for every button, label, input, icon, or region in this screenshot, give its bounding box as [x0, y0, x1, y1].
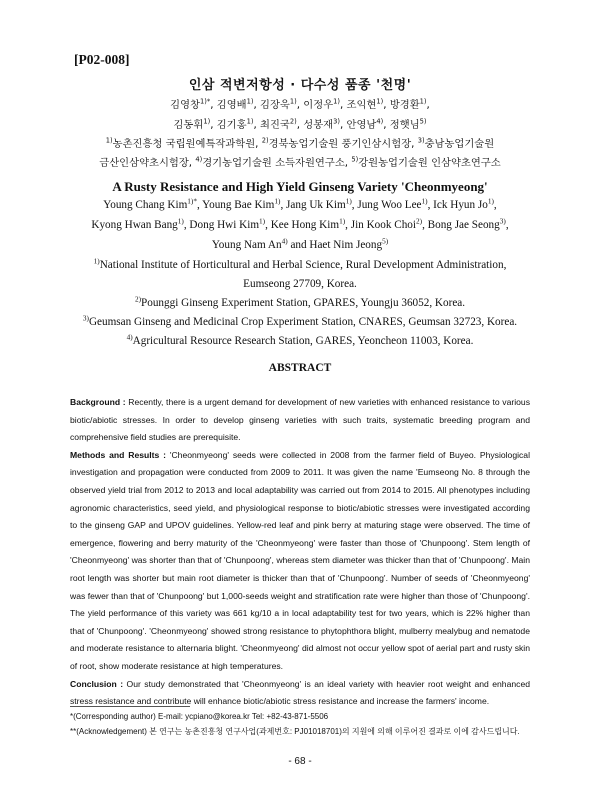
korean-affiliation-line-1: $^{1)}$농촌진흥청 국립원예특작과학원, $^{2)}$경북농업기술원 풍기인삼시험장, $^{3)}$충남농업기술원	[105, 136, 495, 150]
conclusion-label: Conclusion :	[70, 678, 124, 689]
background-label: Background :	[70, 397, 126, 407]
footnote-corresponding: *(Corresponding author) E-mail: ycpiano@korea.kr Tel: +82-43-871-5506	[70, 712, 329, 721]
english-authors-line-3: Young Nam An$^{4)}$ and Haet Nim Jeong$^{5)}$	[211, 237, 389, 251]
korean-authors-line-2: 김동휘$^{1)}$, 김기홍$^{1)}$, 최진국$^{2)}$, 성봉재$^{3)}$, 안영남$^{4)}$, 정햇님$^{5)}$	[173, 117, 427, 131]
english-authors-line-1: Young Chang Kim$^{1)*}$, Young Bae Kim$^{1)}$, Jang Uk Kim$^{1)}$, Jung Woo Lee$^{1)}$, Ick Hyun Jo$^{1)}$,	[103, 197, 497, 211]
abstract-body	[70, 394, 530, 711]
footnote-divider	[70, 706, 190, 707]
english-authors-line-2: Kyong Hwan Bang$^{1)}$, Dong Hwi Kim$^{1)}$, Kee Hong Kim$^{1)}$, Jin Kook Choi$^{2)}$, Bong Jae Seong$^{3)}$,	[91, 217, 509, 231]
korean-title: 인삼 적변저항성 · 다수성 품종 '천명'	[188, 78, 412, 93]
methods-label: Methods and Results :	[70, 449, 166, 460]
methods-text: 'Cheonmyeong' seeds were collected in 2008 from the farmer field of Buyeo. Physiological investigation and propagation were conducted from 2009 to 2011. It was given the name 'Eumseong No. 8 through the observed yield trial from 2012 to 2013 and local adaptability was carried out from 2014 to 2015. All phenotypes including agronomic characteristics, seed yield, and physiological response to biotic/abiotic stresses were investigated according to the ginseng GAP and UPOV guidelines. Yellow-red leaf and pink berry at maturing stage were observed. The time of emergence, flowering and berry maturity of the 'Cheonmyeong' were faster than those of 'Chunpoong'. Stem length of 'Cheonmyeong' was shorter than that of 'Chunpoong', whereas stem diameter was thicker than that of 'Chunpoong'. Main root length was shorter but main root diameter is thicker than that of 'Chunpoong'. Number of seeds of 'Cheonmyeong' was fewer than that of 'Chunpoong' but 1,000-seeds weight and stratification rate were higher than those of 'Chunpoong'. The yield performance of this variety was 661 kg/10 a in local adaptability test for two years, which is 22% higher than that of 'Chunpoong'. 'Cheonmyeong' showed strong resistance to phytophthora blight, mulberry mealybug and nematode and moderate resistance to alternaria blight. 'Cheonmyeong' did almost not occur yellow spot of aerial part and rusty skin of root, show moderate resistance at high temperatures.	[70, 449, 530, 671]
english-affiliation-line-5: $^{4)}$Agricultural Resource Research Station, GARES, Yeoncheon 11003, Korea.	[126, 333, 474, 347]
background-text: Recently, there is a urgent demand for development of new varieties with enhanced resistance to various biotic/abiotic stresses. In order to develop ginseng varieties with such traits, systematic breeding program and comprehensive field studies are prerequisite.	[70, 397, 530, 443]
english-affiliation-line-3: $^{2)}$Pounggi Ginseng Experiment Station, GPARES, Youngju 36052, Korea.	[134, 295, 466, 309]
footnote-acknowledgement: **(Acknowledgement) 본 연구는 농촌진흥청 연구사업(과제번호: PJ01018701)의 지원에 의해 이루어진 결과로 이에 감사드립니다.	[70, 727, 520, 736]
page-number: - 68 -	[288, 756, 312, 767]
conclusion-text: Our study demonstrated that 'Cheonmyeong' is an ideal variety with heavier root weight and enhanced stress resistance and contribute will enhance biotic/abiotic stress resistance and increase the farmers' income.	[70, 678, 530, 707]
english-affiliation-line-1: $^{1)}$National Institute of Horticultural and Herbal Science, Rural Development Administration,	[93, 257, 507, 271]
english-affiliation-line-2: Eumseong 27709, Korea.	[243, 278, 357, 290]
korean-affiliation-line-2: 금산인삼약초시험장, $^{4)}$경기농업기술원 소득자원연구소, $^{5)}$강원농업기술원 인삼약초연구소	[99, 155, 501, 169]
english-title: A Rusty Resistance and High Yield Ginseng Variety 'Cheonmyeong'	[112, 179, 488, 194]
background-paragraph	[70, 394, 530, 447]
abstract-heading: ABSTRACT	[268, 362, 332, 374]
poster-code: [P02-008]	[74, 52, 130, 67]
korean-authors-line-1: 김영창$^{1)*}$, 김영배$^{1)}$, 김장욱$^{1)}$, 이정우$^{1)}$, 조익현$^{1)}$, 방경환$^{1)}$,	[170, 97, 430, 111]
methods-paragraph	[70, 447, 530, 676]
english-affiliation-line-4: $^{3)}$Geumsan Ginseng and Medicinal Crop Experiment Station, CNARES, Geumsan 32723, Korea.	[82, 314, 518, 328]
